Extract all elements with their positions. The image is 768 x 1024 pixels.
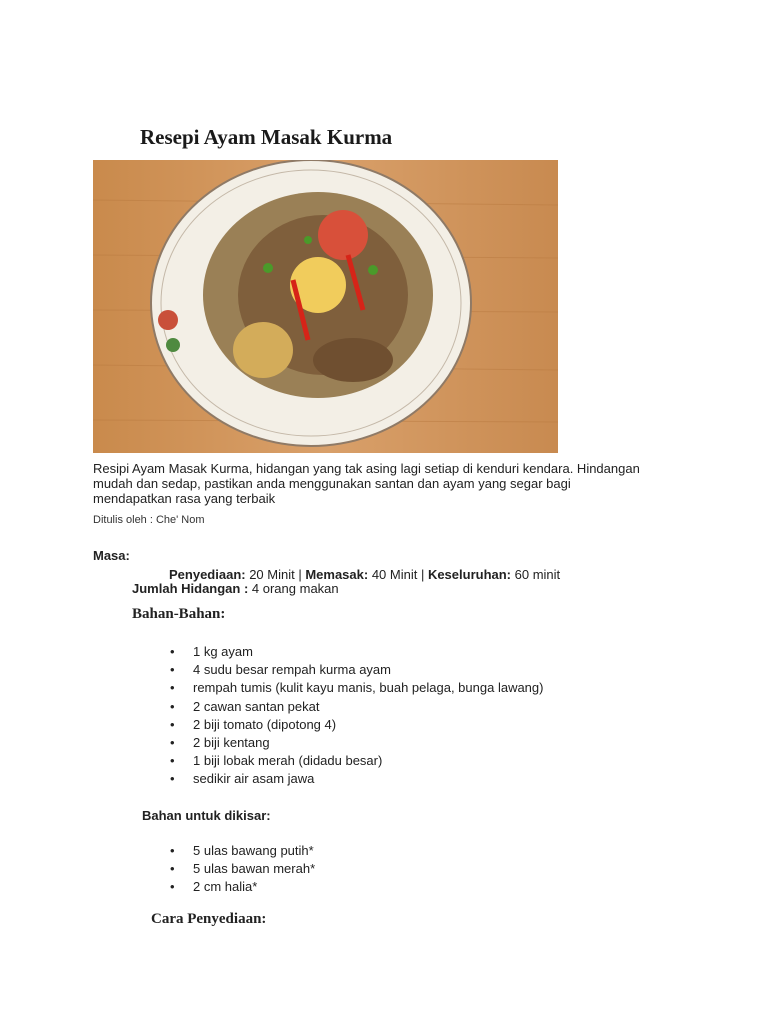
- times-line: [169, 567, 560, 582]
- intro-paragraph: [93, 461, 640, 506]
- list-item: [170, 843, 314, 858]
- intro-line: mudah dan sedap, pastikan anda menggunakan santan dan ayam yang segar bagi: [93, 476, 571, 491]
- list-item: [170, 717, 336, 732]
- servings-line: [132, 581, 339, 596]
- cook-value: 40 Minit |: [368, 567, 428, 582]
- bullet-icon: •: [170, 753, 175, 769]
- list-item-text: rempah tumis (kulit kayu manis, buah pelaga, bunga lawang): [193, 680, 544, 696]
- list-item-text: 2 cawan santan pekat: [193, 698, 320, 714]
- list-item: [170, 644, 253, 659]
- servings-value: 4 orang makan: [248, 581, 339, 596]
- author-line: Ditulis oleh : Che' Nom: [93, 514, 205, 526]
- list-item: [170, 735, 270, 750]
- list-item-text: 1 kg ayam: [193, 644, 253, 659]
- bullet-icon: •: [170, 861, 175, 877]
- bullet-icon: •: [170, 735, 175, 750]
- bullet-icon: •: [170, 698, 175, 714]
- servings-label: Jumlah Hidangan :: [132, 581, 249, 596]
- bullet-icon: •: [170, 843, 175, 858]
- intro-line: Resipi Ayam Masak Kurma, hidangan yang tak asing lagi setiap di kenduri kendara. Hindangan: [93, 461, 640, 476]
- list-item-text: 2 cm halia*: [193, 879, 258, 895]
- list-item: [170, 861, 315, 876]
- page-title: Resepi Ayam Masak Kurma: [140, 125, 393, 149]
- cook-label: Memasak:: [305, 567, 369, 582]
- bullet-icon: •: [170, 680, 175, 696]
- list-item: [170, 771, 314, 786]
- masa-label: Masa:: [93, 548, 130, 563]
- curry-dish-photo: [93, 160, 558, 453]
- list-item-text: 2 biji tomato (dipotong 4): [193, 716, 337, 732]
- blend-heading: Bahan untuk dikisar:: [142, 808, 271, 823]
- bullet-icon: •: [170, 644, 175, 659]
- list-item: [170, 662, 391, 677]
- bullet-icon: •: [170, 662, 175, 678]
- list-item-text: 5 ulas bawang putih*: [193, 843, 314, 858]
- list-item-text: sedikir air asam jawa: [193, 771, 315, 787]
- total-label: Keseluruhan:: [427, 567, 512, 582]
- total-value: 60 minit: [511, 567, 561, 582]
- list-item: [170, 699, 319, 714]
- bullet-icon: •: [170, 716, 175, 732]
- bullet-icon: •: [170, 879, 175, 895]
- list-item-text: 5 ulas bawan merah*: [193, 861, 316, 877]
- list-item-text: 1 biji lobak merah (didadu besar): [193, 753, 383, 769]
- intro-line: mendapatkan rasa yang terbaik: [93, 491, 276, 506]
- list-item: [170, 753, 382, 768]
- list-item-text: 2 biji kentang: [193, 735, 270, 750]
- prep-value: 20 Minit |: [245, 567, 306, 582]
- prep-label: Penyediaan:: [169, 567, 246, 582]
- ingredients-heading: Bahan-Bahan:: [132, 606, 226, 622]
- list-item: [170, 879, 257, 894]
- list-item-text: 4 sudu besar rempah kurma ayam: [193, 662, 391, 678]
- method-heading: Cara Penyediaan:: [151, 911, 267, 927]
- bullet-icon: •: [170, 771, 175, 787]
- list-item: [170, 680, 543, 695]
